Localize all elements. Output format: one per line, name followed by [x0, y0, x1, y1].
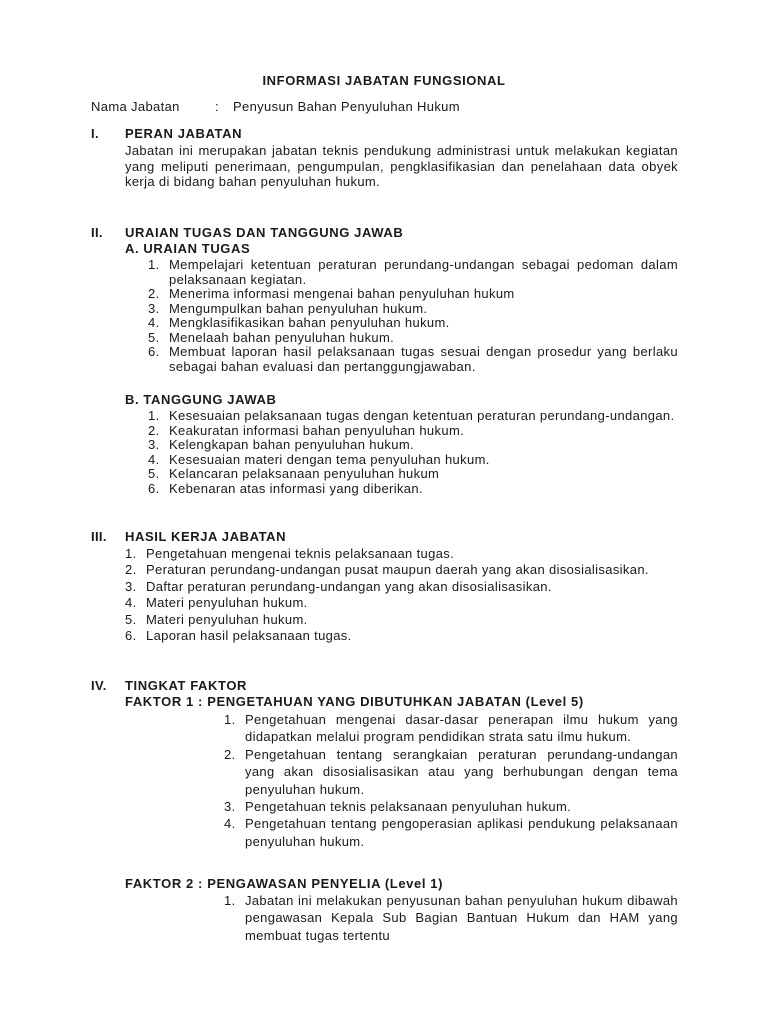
list-item: 2. Pengetahuan tentang serangkaian peraturan perundang-undangan yang akan disosialisasikan atau yang berhubungan dengan tema penyuluhan hukum.	[224, 746, 678, 797]
list-item: 2. Peraturan perundang-undangan pusat maupun daerah yang akan disosialisasikan.	[125, 562, 649, 578]
tanggung-jawab-list	[148, 409, 678, 496]
faktor-2-list	[224, 892, 678, 944]
subheading-tanggung-jawab: B. TANGGUNG JAWAB	[125, 392, 277, 407]
hasil-kerja-list	[125, 546, 655, 644]
list-item: 5. Menelaah bahan penyuluhan hukum.	[148, 329, 395, 345]
peran-jabatan-text: Jabatan ini merupakan jabatan teknis pendukung administrasi untuk melakukan kegiatan yang meliputi penerimaan, pengumpulan, pengklasifikasian dan penelahaan data obyek kerja di bidang bahan penyuluhan hukum.	[125, 143, 678, 190]
list-item: 5. Kelancaran pelaksanaan penyuluhan hukum	[148, 466, 440, 481]
list-item: 1. Pengetahuan mengenai teknis pelaksanaan tugas.	[125, 546, 455, 561]
list-item: 3. Mengumpulkan bahan penyuluhan hukum.	[148, 300, 428, 316]
list-item: 4. Mengklasifikasikan bahan penyuluhan hukum.	[148, 315, 450, 330]
list-item: 4. Pengetahuan tentang pengoperasian aplikasi pendukung pelaksanaan penyuluhan hukum.	[224, 816, 678, 849]
faktor-2-heading: FAKTOR 2 : PENGAWASAN PENYELIA (Level 1)	[125, 876, 443, 891]
list-item: 1. Kesesuaian pelaksanaan tugas dengan ketentuan peraturan perundang-undangan.	[148, 408, 675, 423]
section-number: I.	[91, 126, 99, 141]
list-item: 1. Pengetahuan mengenai dasar-dasar penerapan ilmu hukum yang didapatkan melalui program pendidikan strata satu ilmu hukum.	[224, 712, 678, 745]
section-number: II.	[91, 225, 103, 240]
faktor-1-list	[224, 711, 678, 850]
list-item: 6. Kebenaran atas informasi yang diberikan.	[148, 480, 423, 496]
section-number: IV.	[91, 678, 107, 693]
list-item: 5. Materi penyuluhan hukum.	[125, 611, 308, 627]
list-item: 1. Jabatan ini melakukan penyusunan bahan penyuluhan hukum dibawah pengawasan Kepala Sub Bagian Bantuan Hukum dan HAM yang membuat tugas tertentu	[224, 893, 678, 943]
section-heading: HASIL KERJA JABATAN	[125, 529, 287, 544]
list-item: 6. Laporan hasil pelaksanaan tugas.	[125, 628, 352, 644]
list-item: 3. Daftar peraturan perundang-undangan yang akan disosialisasikan.	[125, 578, 552, 594]
list-item: 3. Pengetahuan teknis pelaksanaan penyuluhan hukum.	[224, 799, 572, 815]
document-title: INFORMASI JABATAN FUNGSIONAL	[262, 73, 506, 88]
list-item: 3. Kelengkapan bahan penyuluhan hukum.	[148, 437, 414, 452]
list-item: 1. Mempelajari ketentuan peraturan perundang-undangan sebagai pedoman dalam pelaksanaan kegiatan.	[148, 257, 678, 287]
section-heading: URAIAN TUGAS DAN TANGGUNG JAWAB	[125, 225, 404, 240]
uraian-tugas-list	[148, 258, 678, 374]
subheading-uraian-tugas: A. URAIAN TUGAS	[125, 241, 251, 256]
list-item: 2. Keakuratan informasi bahan penyuluhan hukum.	[148, 422, 465, 438]
nama-jabatan-value: Penyusun Bahan Penyuluhan Hukum	[233, 99, 460, 114]
list-item: 4. Kesesuaian materi dengan tema penyuluhan hukum.	[148, 451, 490, 467]
faktor-1-heading: FAKTOR 1 : PENGETAHUAN YANG DIBUTUHKAN JABATAN (Level 5)	[125, 694, 584, 709]
list-item: 2. Menerima informasi mengenai bahan penyuluhan hukum	[148, 286, 515, 301]
section-heading: PERAN JABATAN	[125, 126, 243, 141]
nama-jabatan-separator: :	[215, 99, 219, 114]
list-item: 6. Membuat laporan hasil pelaksanaan tugas sesuai dengan prosedur yang berlaku sebagai bahan evaluasi dan pertanggungjawaban.	[148, 344, 678, 374]
section-number: III.	[91, 529, 107, 544]
list-item: 4. Materi penyuluhan hukum.	[125, 595, 308, 611]
section-heading: TINGKAT FAKTOR	[125, 678, 248, 693]
nama-jabatan-label: Nama Jabatan	[91, 99, 180, 114]
